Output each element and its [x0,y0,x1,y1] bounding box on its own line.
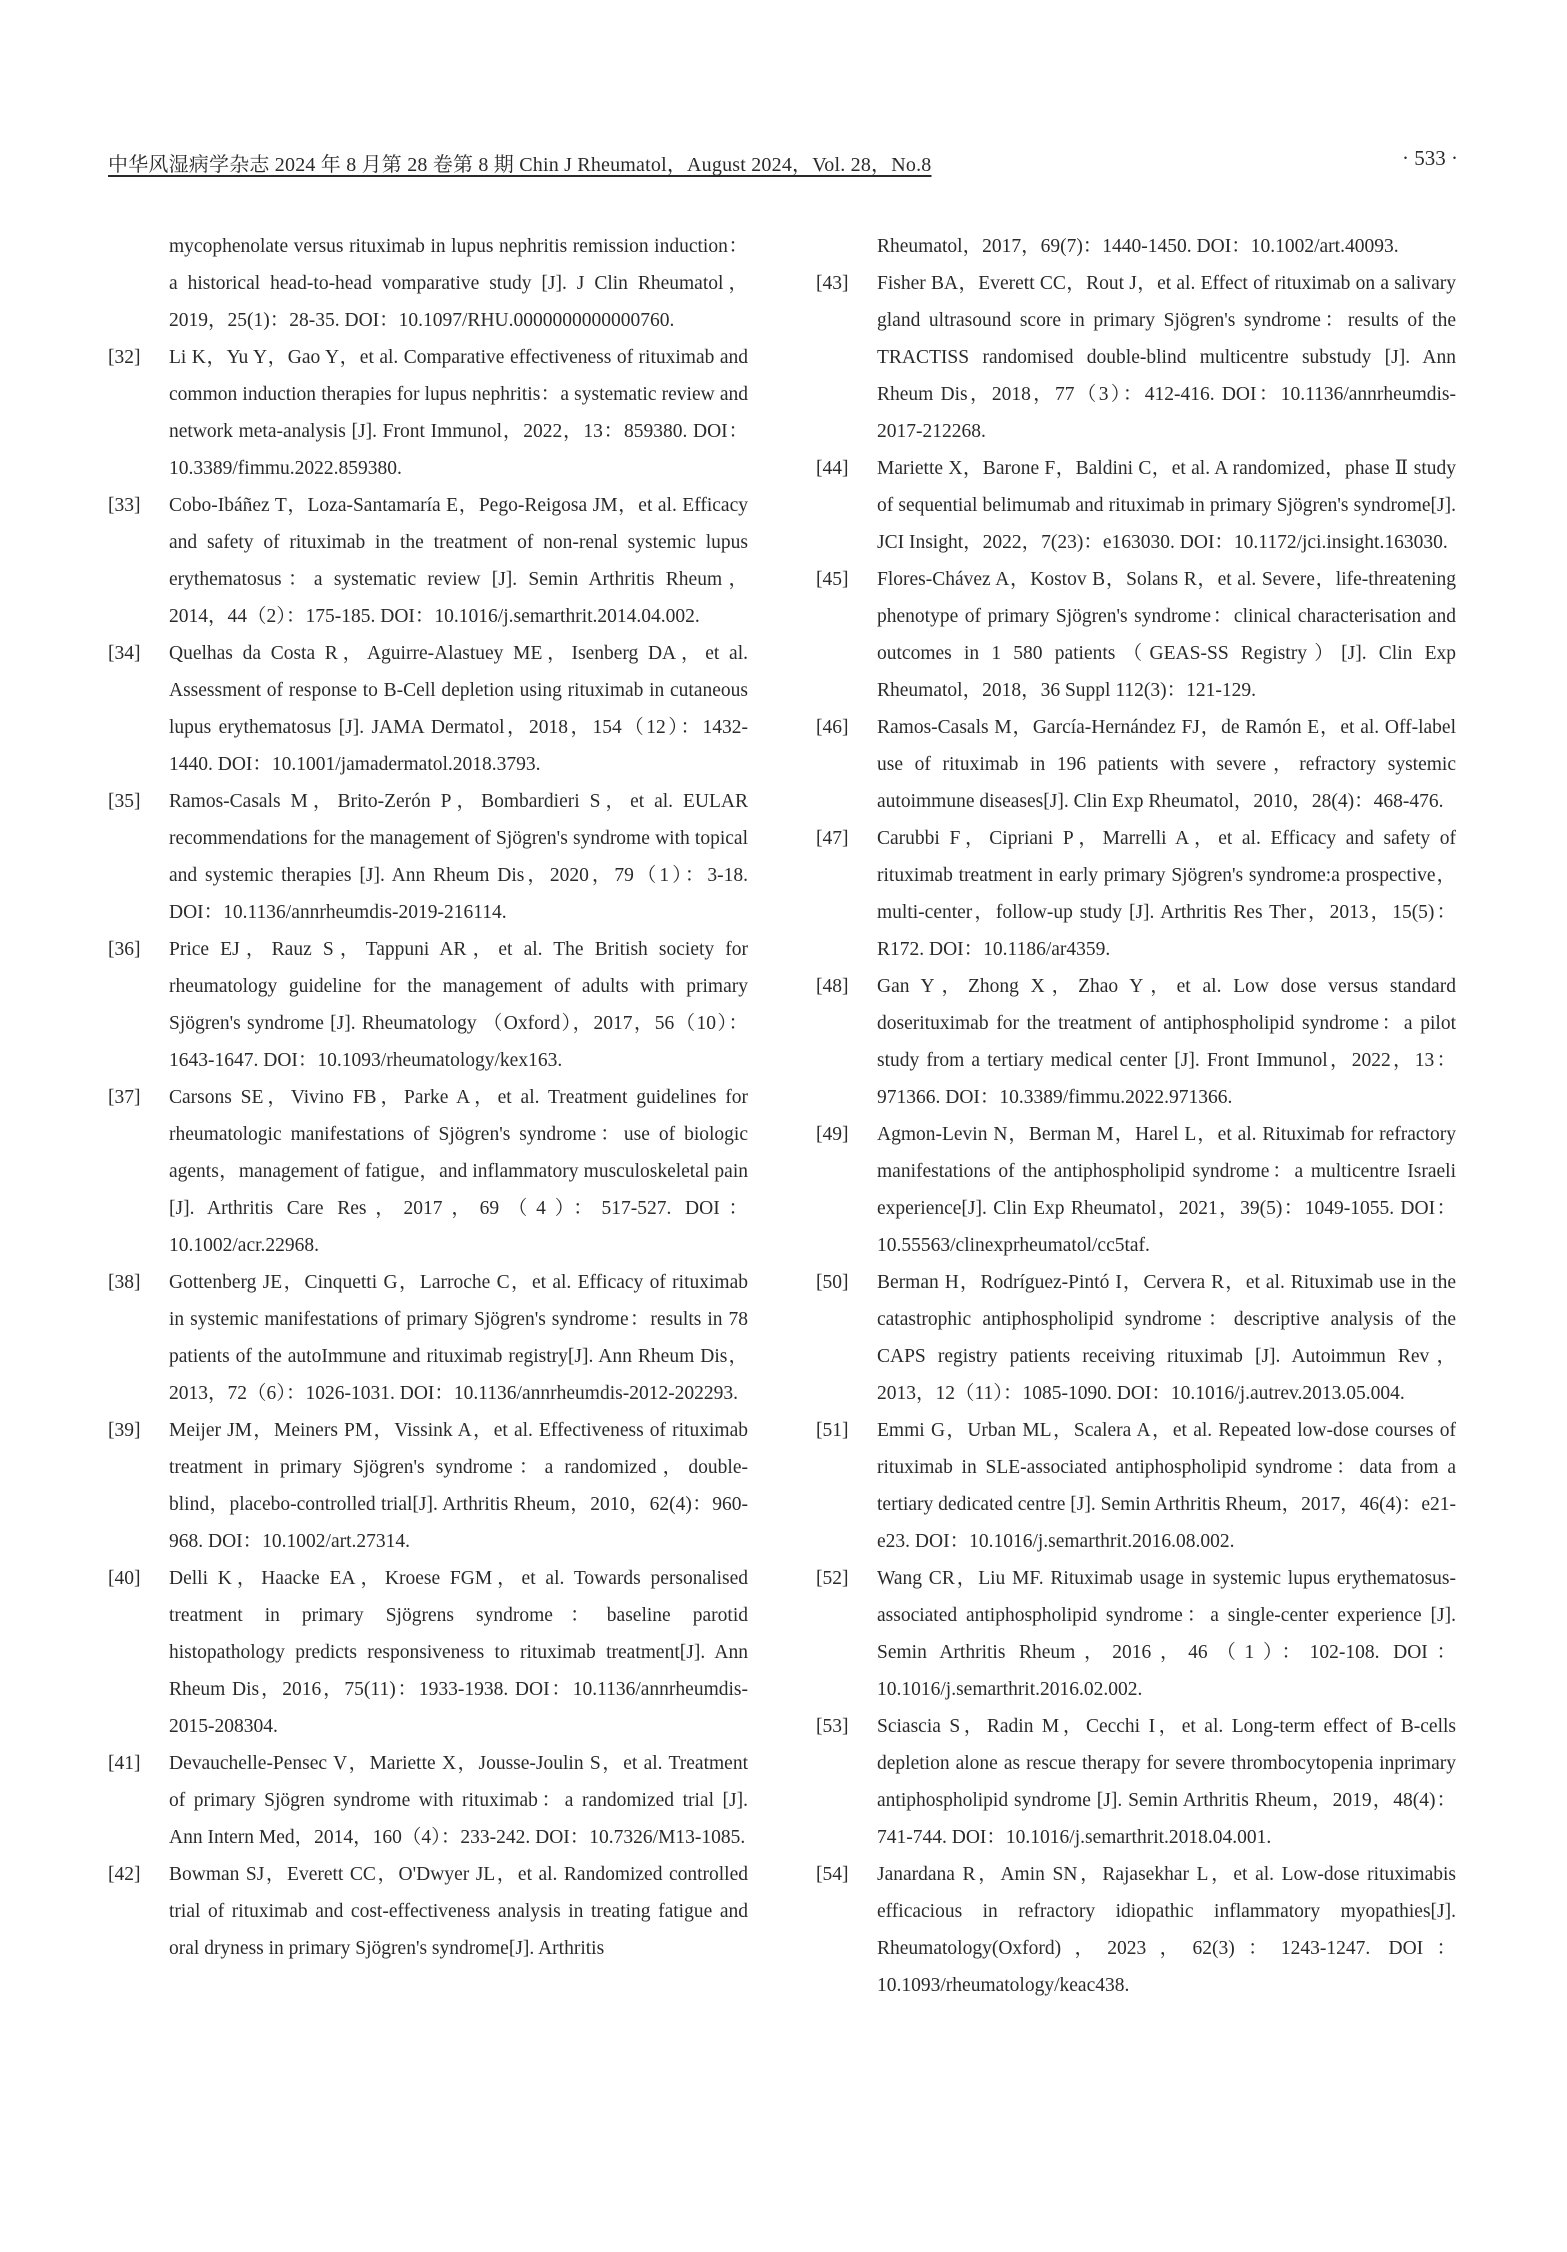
reference-number: [43] [816,273,849,294]
page-number: · 533 · [1402,146,1458,170]
reference-text: Fisher BA，Everett CC，Rout J，et al. Effect of rituximab on a salivary gland ultrasound score in primary Sjögren's syndrome：results of the TRACTISS randomised double-blind multicentre substudy [J]. Ann Rheum Dis，2018，77（3）：412-416. DOI：10.1136/annrheumdis-2017-212268. [877,273,1456,442]
reference-entry [108,1745,748,1856]
reference-number: [45] [816,569,849,590]
reference-text: Wang CR，Liu MF. Rituximab usage in systemic lupus erythematosus-associated antiphospholipid syndrome：a single-center experience [J]. Semin Arthritis Rheum，2016，46（1）：102-108. DOI：10.1016/j.semarthrit.2016.02.002. [877,1568,1456,1700]
reference-text: Quelhas da Costa R，Aguirre-Alastuey ME，Isenberg DA，et al. Assessment of response to B-Cell depletion using rituximab in cutaneous lupus erythematosus [J]. JAMA Dermatol，2018，154（12）：1432-1440. DOI：10.1001/jamadermatol.2018.3793. [169,643,748,775]
reference-entry [816,1116,1456,1264]
reference-number: [37] [108,1087,141,1108]
reference-entry [108,1560,748,1745]
reference-number: [33] [108,495,141,516]
reference-number: [49] [816,1124,849,1145]
reference-entry [108,228,748,339]
reference-entry [108,1856,748,1967]
reference-entry [108,783,748,931]
reference-text: Agmon-Levin N，Berman M，Harel L，et al. Rituximab for refractory manifestations of the antiphospholipid syndrome：a multicentre Israeli experience[J]. Clin Exp Rheumatol，2021，39(5)：1049-1055. DOI：10.55563/clinexprheumatol/cc5taf. [877,1124,1456,1256]
reference-entry [816,228,1456,265]
reference-number: [41] [108,1753,141,1774]
reference-number: [36] [108,939,141,960]
reference-text: mycophenolate versus rituximab in lupus nephritis remission induction：a historical head-to-head vomparative study [J]. J Clin Rheumatol，2019，25(1)：28-35. DOI：10.1097/RHU.0000000000000760. [169,236,748,331]
journal-header: 中华风湿病学杂志 2024 年 8 月第 28 卷第 8 期 Chin J Rheumatol，August 2024，Vol. 28，No.8 [108,154,932,176]
reference-entry [816,820,1456,968]
reference-number: [34] [108,643,141,664]
reference-number: [32] [108,347,141,368]
reference-number: [51] [816,1420,849,1441]
reference-text: Price EJ，Rauz S，Tappuni AR，et al. The British society for rheumatology guideline for the management of adults with primary Sjögren's syndrome [J]. Rheumatology （Oxford），2017，56（10）：1643-1647. DOI：10.1093/rheumatology/kex163. [169,939,748,1071]
reference-column-left [108,228,748,1967]
reference-number: [53] [816,1716,849,1737]
reference-entry [108,1079,748,1264]
reference-text: Mariette X，Barone F，Baldini C，et al. A randomized，phase Ⅱ study of sequential belimumab and rituximab in primary Sjögren's syndrome[J]. JCI Insight，2022，7(23)：e163030. DOI：10.1172/jci.insight.163030. [877,458,1456,553]
reference-entry [816,561,1456,709]
reference-text: Rheumatol，2017，69(7)：1440-1450. DOI：10.1002/art.40093. [877,236,1399,257]
reference-entry [816,1856,1456,2004]
reference-number: [38] [108,1272,141,1293]
reference-entry [816,265,1456,450]
reference-number: [52] [816,1568,849,1589]
reference-number: [39] [108,1420,141,1441]
reference-entry [816,1708,1456,1856]
reference-text: Meijer JM，Meiners PM，Vissink A，et al. Effectiveness of rituximab treatment in primary Sjögren's syndrome：a randomized，double-blind，placebo-controlled trial[J]. Arthritis Rheum，2010，62(4)：960-968. DOI：10.1002/art.27314. [169,1420,748,1552]
reference-number: [40] [108,1568,141,1589]
reference-entry [816,709,1456,820]
reference-column-right [816,228,1456,2004]
reference-text: Flores-Chávez A，Kostov B，Solans R，et al. Severe，life-threatening phenotype of primary Sjögren's syndrome：clinical characterisation and outcomes in 1 580 patients（GEAS-SS Registry）[J]. Clin Exp Rheumatol，2018，36 Suppl 112(3)：121-129. [877,569,1456,701]
reference-text: Gan Y，Zhong X，Zhao Y，et al. Low dose versus standard doserituximab for the treatment of antiphospholipid syndrome：a pilot study from a tertiary medical center [J]. Front Immunol，2022，13：971366. DOI：10.3389/fimmu.2022.971366. [877,976,1456,1108]
reference-number: [46] [816,717,849,738]
reference-number: [44] [816,458,849,479]
reference-text: Janardana R，Amin SN，Rajasekhar L，et al. Low-dose rituximabis efficacious in refractory idiopathic inflammatory myopathies[J]. Rheumatology(Oxford)，2023，62(3)：1243-1247. DOI：10.1093/rheumatology/keac438. [877,1864,1456,1996]
reference-entry [816,450,1456,561]
reference-number: [35] [108,791,141,812]
reference-entry [108,487,748,635]
reference-entry [816,968,1456,1116]
reference-number: [48] [816,976,849,997]
reference-text: Sciascia S，Radin M，Cecchi I，et al. Long-term effect of B-cells depletion alone as rescue therapy for severe thrombocytopenia inprimary antiphospholipid syndrome [J]. Semin Arthritis Rheum，2019，48(4)：741-744. DOI：10.1016/j.semarthrit.2018.04.001. [877,1716,1456,1848]
reference-entry [108,1412,748,1560]
reference-number: [47] [816,828,849,849]
reference-text: Berman H，Rodríguez-Pintó I，Cervera R，et al. Rituximab use in the catastrophic antiphospholipid syndrome：descriptive analysis of the CAPS registry patients receiving rituximab [J]. Autoimmun Rev，2013，12（11）：1085-1090. DOI：10.1016/j.autrev.2013.05.004. [877,1272,1456,1404]
page-header [108,148,1458,184]
reference-text: Ramos-Casals M，García-Hernández FJ，de Ramón E，et al. Off-label use of rituximab in 196 patients with severe，refractory systemic autoimmune diseases[J]. Clin Exp Rheumatol，2010，28(4)：468-476. [877,717,1456,812]
reference-entry [108,339,748,487]
reference-text: Li K，Yu Y，Gao Y，et al. Comparative effectiveness of rituximab and common induction therapies for lupus nephritis：a systematic review and network meta-analysis [J]. Front Immunol，2022，13：859380. DOI：10.3389/fimmu.2022.859380. [169,347,748,479]
reference-text: Ramos-Casals M，Brito-Zerón P，Bombardieri S，et al. EULAR recommendations for the management of Sjögren's syndrome with topical and systemic therapies [J]. Ann Rheum Dis，2020，79（1）：3-18. DOI：10.1136/annrheumdis-2019-216114. [169,791,748,923]
reference-text: Emmi G，Urban ML，Scalera A，et al. Repeated low-dose courses of rituximab in SLE-associated antiphospholipid syndrome：data from a tertiary dedicated centre [J]. Semin Arthritis Rheum，2017，46(4)：e21-e23. DOI：10.1016/j.semarthrit.2016.08.002. [877,1420,1456,1552]
reference-number: [54] [816,1864,849,1885]
reference-text: Carubbi F，Cipriani P，Marrelli A，et al. Efficacy and safety of rituximab treatment in early primary Sjögren's syndrome:a prospective，multi-center，follow-up study [J]. Arthritis Res Ther，2013，15(5)：R172. DOI：10.1186/ar4359. [877,828,1456,960]
reference-entry [108,635,748,783]
reference-text: Bowman SJ，Everett CC，O'Dwyer JL，et al. Randomized controlled trial of rituximab and cost-effectiveness analysis in treating fatigue and oral dryness in primary Sjögren's syndrome[J]. Arthritis [169,1864,748,1959]
reference-entry [816,1264,1456,1412]
reference-text: Delli K，Haacke EA，Kroese FGM，et al. Towards personalised treatment in primary Sjögrens syndrome：baseline parotid histopathology predicts responsiveness to rituximab treatment[J]. Ann Rheum Dis，2016，75(11)：1933-1938. DOI：10.1136/annrheumdis-2015-208304. [169,1568,748,1737]
reference-entry [816,1560,1456,1708]
reference-text: Cobo-Ibáñez T，Loza-Santamaría E，Pego-Reigosa JM，et al. Efficacy and safety of rituximab in the treatment of non-renal systemic lupus erythematosus：a systematic review [J]. Semin Arthritis Rheum，2014，44（2）：175-185. DOI：10.1016/j.semarthrit.2014.04.002. [169,495,748,627]
reference-entry [108,931,748,1079]
reference-entry [816,1412,1456,1560]
reference-entry [108,1264,748,1412]
reference-number: [50] [816,1272,849,1293]
reference-text: Carsons SE，Vivino FB，Parke A，et al. Treatment guidelines for rheumatologic manifestations of Sjögren's syndrome：use of biologic agents，management of fatigue，and inflammatory musculoskeletal pain [J]. Arthritis Care Res，2017，69（4）：517-527. DOI：10.1002/acr.22968. [169,1087,748,1256]
reference-text: Devauchelle-Pensec V，Mariette X，Jousse-Joulin S，et al. Treatment of primary Sjögren syndrome with rituximab：a randomized trial [J]. Ann Intern Med，2014，160（4）：233-242. DOI：10.7326/M13-1085. [169,1753,748,1848]
reference-text: Gottenberg JE，Cinquetti G，Larroche C，et al. Efficacy of rituximab in systemic manifestations of primary Sjögren's syndrome：results in 78 patients of the autoImmune and rituximab registry[J]. Ann Rheum Dis，2013，72（6）：1026-1031. DOI：10.1136/annrheumdis-2012-202293. [169,1272,748,1404]
reference-number: [42] [108,1864,141,1885]
